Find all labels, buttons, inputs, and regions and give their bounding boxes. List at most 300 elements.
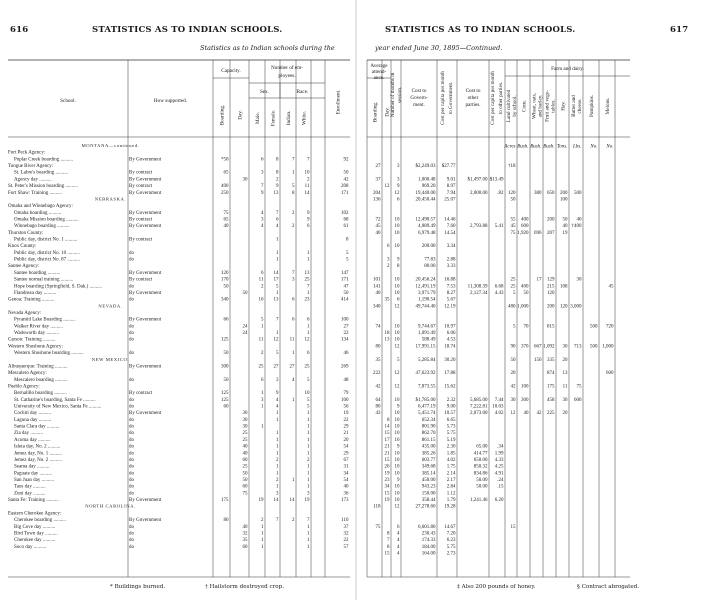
school-name: Walker River day ..........: [14, 324, 63, 330]
day-cell: 60: [242, 544, 248, 550]
support-cell: By Government: [129, 290, 162, 296]
b-cell: 80: [375, 344, 381, 350]
boarding-cell: 300: [221, 364, 229, 370]
male-cell: 5: [261, 317, 264, 323]
indian-cell: 1: [292, 478, 295, 483]
wheat-cell: 696: [534, 230, 542, 236]
co-cell: 2,127.34: [470, 290, 488, 296]
hay-cell: 200: [560, 190, 568, 196]
cg-cell: 47,623.92: [415, 371, 436, 377]
white-cell: 1: [307, 484, 310, 490]
header-attendance-1: Average: [370, 63, 388, 69]
enroll-cell: 22: [343, 538, 349, 544]
boarding-cell: 120: [221, 270, 229, 276]
enroll-cell: 8: [346, 237, 349, 243]
header-boarding: Boarding.: [219, 104, 226, 126]
boarding-cell: 65: [223, 217, 229, 223]
school-name: Bird Town day ..........: [14, 531, 58, 537]
fruit-cell: 200: [547, 217, 555, 223]
support-cell: By Government: [129, 518, 162, 524]
enroll-cell: 50: [343, 290, 349, 296]
support-cell: By contract: [129, 184, 153, 190]
b-cell: 340: [373, 304, 381, 310]
school-name: Soco day ..........: [14, 544, 47, 550]
enroll-cell: 29: [343, 424, 349, 430]
header-wheat-2: and barley.: [537, 94, 544, 118]
day-cell: 30: [242, 177, 248, 183]
boarding-cell: 65: [223, 170, 229, 176]
school-name: Poplar Creek boarding ..........: [14, 157, 74, 163]
hay-cell: 120: [560, 304, 568, 310]
header-attendance-3: ance.: [373, 75, 385, 81]
support-cell: do: [129, 397, 134, 403]
enroll-cell: 134: [341, 337, 349, 343]
m-cell: 10: [394, 451, 400, 457]
hay-cell: 40: [562, 224, 568, 230]
white-cell: 1: [307, 417, 310, 423]
indian-cell: 11: [289, 337, 295, 343]
cg-cell: 801.90: [421, 424, 436, 430]
enroll-cell: 47: [343, 284, 349, 290]
enroll-cell: 100: [341, 397, 349, 403]
header-cost-other-3: parties.: [465, 102, 481, 108]
school-name: Big Cove day ..........: [14, 524, 56, 530]
pm-cell: 10.97: [444, 324, 456, 330]
corn-cell: 1,920: [517, 230, 529, 236]
white-cell: 1: [307, 538, 310, 544]
cg-cell: 20,456.24: [415, 277, 436, 283]
white-cell: 1: [307, 437, 310, 443]
school-name: Acoma day ..........: [14, 437, 51, 443]
cg-cell: 5,285.84: [418, 357, 436, 363]
m-cell: 8: [397, 264, 400, 270]
hay-cell: 11: [562, 384, 568, 390]
enroll-cell: 414: [341, 297, 349, 303]
wheat-cell: 667: [534, 344, 542, 350]
male-cell: 7: [261, 184, 264, 190]
unit-melons: No.: [606, 144, 614, 150]
day-cell: 25: [242, 437, 248, 443]
butter-cell: 600: [574, 397, 582, 403]
white-cell: 1: [307, 290, 310, 296]
b-cell: 27: [375, 164, 381, 170]
enroll-cell: 92: [343, 157, 349, 163]
m-cell: 9: [397, 184, 400, 190]
white-cell: 1: [307, 544, 310, 550]
wheat-cell: 42: [536, 411, 542, 417]
mel-cell: 45: [608, 284, 614, 290]
support-cell: do: [129, 538, 134, 544]
po-cell: .82: [497, 190, 504, 196]
cg-cell: 77.83: [424, 257, 436, 263]
fruit-cell: 874: [547, 371, 555, 377]
enroll-cell: 54: [343, 444, 349, 450]
support-cell: do: [129, 484, 134, 490]
enroll-cell: 21: [343, 431, 349, 437]
boarding-cell: 75: [223, 210, 229, 216]
po-cell: .15: [497, 484, 504, 490]
fruit-cell: 215: [547, 284, 555, 290]
male-cell: 1: [261, 404, 264, 410]
school-name: Santa Clara day ..........: [14, 424, 60, 430]
header-land-2: by school.: [512, 95, 518, 117]
co-cell: 11,308.39: [467, 284, 488, 290]
d-cell: 2: [387, 264, 390, 270]
pm-cell: 6.06: [446, 331, 456, 337]
pm-cell: 12.19: [444, 304, 456, 310]
table-caption-right: year ended June 30, 1895—Continued.: [375, 44, 503, 52]
cg-cell: 49,744.40: [415, 304, 436, 310]
wheat-cell: 17: [536, 277, 542, 283]
m-cell: 10: [394, 324, 400, 330]
pm-cell: 25.07: [444, 197, 456, 203]
enroll-cell: 29: [343, 451, 349, 457]
cg-cell: 349.68: [421, 464, 436, 470]
hay-cell: 30: [562, 397, 568, 403]
b-cell: 40: [375, 290, 381, 296]
enroll-cell: 100: [341, 317, 349, 323]
pm-cell: 7.94: [446, 190, 456, 196]
cg-cell: 9,744.67: [418, 324, 436, 330]
land-cell: 15: [510, 524, 516, 530]
boarding-cell: 175: [221, 498, 229, 504]
enroll-cell: 36: [343, 491, 349, 497]
white-cell: 6: [307, 351, 310, 357]
support-cell: do: [129, 417, 134, 423]
pm-cell: 2.73: [446, 551, 456, 557]
female-cell: 1: [276, 437, 279, 443]
support-cell: do: [129, 424, 134, 430]
day-cell: 40: [242, 451, 248, 457]
school-name: Santee boarding ..........: [14, 270, 61, 276]
header-months-2: session.: [397, 86, 403, 104]
pm-cell: 3.34: [446, 244, 456, 250]
header-per-month-1: Cost per capita per month: [440, 71, 446, 125]
m-cell: 5: [397, 357, 400, 363]
m-cell: 10: [394, 464, 400, 470]
b-cell: 75: [375, 524, 381, 530]
pm-cell: 4.02: [446, 457, 456, 463]
butter-cell: 30: [576, 277, 582, 283]
school-name: Bernalillo boarding ..........: [14, 391, 67, 397]
male-cell: 3: [261, 397, 264, 403]
po-cell: 5.41: [494, 224, 504, 230]
butter-cell: 75: [576, 384, 582, 390]
white-cell: 1: [307, 531, 310, 537]
female-cell: 13: [273, 297, 279, 303]
support-cell: do: [129, 471, 134, 477]
male-cell: 4: [261, 210, 264, 216]
land-cell: 30: [510, 397, 516, 403]
pm-cell: 5.73: [446, 424, 456, 430]
m-cell: 10: [394, 484, 400, 490]
female-cell: 1: [276, 484, 279, 490]
co-cell: 50.00: [476, 478, 488, 483]
d-cell: 17: [384, 437, 390, 443]
female-cell: 5: [276, 284, 279, 290]
header-female: Female.: [270, 109, 277, 127]
female-cell: 6: [276, 217, 279, 223]
fruit-cell: 175: [547, 384, 555, 390]
po-cell: 4.02: [494, 411, 504, 417]
po-cell: 4.43: [494, 290, 504, 296]
female-cell: 1: [276, 431, 279, 437]
po-cell: 4.25: [494, 464, 504, 470]
male-cell: 25: [258, 364, 264, 370]
pm-cell: 30.20: [444, 357, 456, 363]
support-cell: By Government: [129, 177, 162, 183]
male-cell: 6: [261, 270, 264, 276]
cg-cell: 6,601.80: [418, 524, 436, 530]
m-cell: 10: [394, 498, 400, 504]
po-cell: 6.68: [494, 284, 504, 290]
header-months-1: Number of months in: [390, 72, 396, 118]
support-cell: do: [129, 331, 134, 337]
support-cell: do: [129, 351, 134, 357]
enroll-cell: 171: [341, 277, 349, 283]
white-cell: 1: [307, 250, 310, 256]
d-cell: 13: [384, 337, 390, 343]
school-name: Wadsworth day ..........: [14, 331, 59, 337]
cg-cell: 1,091.49: [418, 331, 436, 337]
land-cell: 45: [510, 224, 516, 230]
white-cell: 1: [307, 471, 310, 477]
pm-cell: 1.79: [446, 498, 456, 504]
fruit-cell: 1,092: [543, 344, 555, 350]
co-cell: 650.00: [473, 457, 488, 463]
support-cell: do: [129, 491, 134, 497]
cg-cell: 943.23: [421, 484, 436, 490]
indian-cell: 14: [289, 498, 295, 504]
support-cell: do: [129, 324, 134, 330]
unit-pumpkins: No.: [590, 144, 598, 150]
left-page: [0, 0, 356, 600]
cg-cell: 385.26: [421, 451, 436, 457]
support-cell: do: [129, 437, 134, 443]
school-name: St. Labre's boarding ..........: [14, 170, 68, 176]
school-name: St. Peter's Mission boarding ..........: [8, 184, 78, 190]
male-cell: 9: [261, 190, 264, 196]
female-cell: 1: [276, 444, 279, 450]
female-cell: 1: [276, 250, 279, 256]
corn-cell: 400: [521, 217, 529, 223]
footnote-buildings-burned: * Buildings burned.: [110, 584, 166, 590]
wheat-cell: 380: [534, 190, 542, 196]
fruit-cell: 815: [547, 324, 555, 330]
female-cell: 4: [276, 224, 279, 230]
po-cell: 7.44: [494, 397, 504, 403]
male-cell: 1: [261, 538, 264, 544]
enroll-cell: 54: [343, 478, 349, 483]
enroll-cell: 79: [343, 391, 349, 397]
m-cell: 9: [397, 444, 400, 450]
enroll-cell: 19: [343, 411, 349, 417]
agency-name: Knox County:: [8, 244, 37, 250]
corn-cell: 50: [523, 290, 529, 296]
d-cell: 35: [384, 297, 390, 303]
co-cell: 834.86: [473, 471, 488, 477]
indian-cell: 5: [292, 184, 295, 190]
pm-cell: 2.84: [446, 484, 456, 490]
header-melons: Melons.: [605, 97, 611, 115]
header-employees-1: Number of em-: [271, 65, 303, 71]
pm-cell: 7.60: [446, 224, 456, 230]
female-cell: 1: [276, 471, 279, 477]
white-cell: 14: [304, 190, 310, 196]
female-cell: 17: [273, 277, 279, 283]
hay-cell: 20: [562, 357, 568, 363]
running-head-right: STATISTICS AS TO INDIAN SCHOOLS.: [385, 25, 576, 35]
running-head-left: STATISTICS AS TO INDIAN SCHOOLS.: [92, 25, 283, 35]
day-cell: 50: [242, 471, 248, 477]
boarding-cell: 80: [223, 518, 229, 524]
female-cell: 7: [276, 210, 279, 216]
pm-cell: 2.30: [446, 444, 456, 450]
enroll-cell: 32: [343, 531, 349, 537]
state-heading: MONTANA—continued.: [81, 143, 140, 148]
indian-cell: 1: [292, 397, 295, 403]
support-cell: By Government: [129, 317, 162, 323]
enroll-cell: 173: [341, 498, 349, 504]
d-cell: 23: [384, 478, 390, 483]
header-male: Male.: [255, 112, 261, 124]
male-cell: 19: [258, 498, 264, 504]
m-cell: 12: [394, 384, 400, 390]
cg-cell: 17,991.15: [415, 344, 436, 350]
d-cell: 21: [384, 444, 390, 450]
b-cell: 72: [375, 217, 381, 223]
pm-cell: 17.88: [444, 371, 456, 377]
footnote-honey: ‡ Also 200 pounds of honey.: [457, 584, 536, 590]
support-cell: do: [129, 444, 134, 450]
support-cell: By contract: [129, 217, 153, 223]
boarding-cell: 170: [221, 277, 229, 283]
state-heading: NEVADA.: [98, 303, 123, 309]
butter-cell: 3,000: [570, 304, 582, 310]
support-cell: By Government: [129, 364, 162, 370]
m-cell: 10: [394, 457, 400, 463]
female-cell: 27: [273, 364, 279, 370]
indian-cell: 8: [292, 190, 295, 196]
male-cell: 1: [261, 544, 264, 550]
cg-cell: 435.00: [421, 444, 436, 450]
co-cell: 2,073.00: [470, 411, 488, 417]
male-cell: 2: [261, 284, 264, 290]
header-capacity: Capacity.: [221, 68, 241, 74]
enroll-cell: 56: [343, 404, 349, 410]
female-cell: 9: [276, 184, 279, 190]
header-corn: Corn.: [521, 100, 528, 112]
footnote-hailstorm: † Hailstorm destroyed crop.: [205, 584, 285, 590]
header-day: Day.: [384, 107, 391, 117]
m-cell: 4: [397, 551, 400, 557]
agency-name: Eastern Cherokee Agency:: [8, 511, 62, 517]
header-school: School.: [60, 98, 76, 104]
right-statistics-table: [357, 0, 713, 600]
female-cell: 14: [273, 270, 279, 276]
pm-cell: 5.75: [446, 544, 456, 550]
m-cell: 10: [394, 217, 400, 223]
school-name: Genoa: Training ..........: [8, 297, 55, 303]
m-cell: 10: [394, 290, 400, 296]
pm-cell: 4.53: [446, 337, 456, 343]
indian-cell: 2: [292, 518, 295, 524]
support-cell: do: [129, 431, 134, 437]
m-cell: 12: [394, 371, 400, 377]
support-cell: do: [129, 457, 134, 463]
m-cell: 9: [397, 257, 400, 263]
d-cell: 12: [384, 184, 390, 190]
support-cell: do: [129, 250, 134, 256]
day-cell: 24: [242, 324, 248, 330]
school-name: Seama day ..........: [14, 464, 50, 470]
cg-cell: 5,451.74: [418, 411, 436, 417]
boarding-cell: 125: [221, 391, 229, 397]
corn-cell: 300: [521, 397, 529, 403]
hay-cell: 19: [562, 230, 568, 236]
header-race: Race.: [296, 89, 309, 95]
indian-cell: 6: [292, 297, 295, 303]
support-cell: By Government: [129, 190, 162, 196]
d-cell: 19: [384, 471, 390, 477]
day-cell: 50: [242, 478, 248, 483]
co-cell: 2,793.88: [470, 224, 488, 230]
m-cell: 10: [394, 431, 400, 437]
day-cell: 60: [242, 484, 248, 490]
cg-cell: 19,440.00: [415, 190, 436, 196]
header-pumpkins: Pumpkins.: [589, 94, 595, 118]
support-cell: By contract: [129, 277, 153, 283]
cg-cell: 184.00: [421, 544, 436, 550]
school-name: Laguna day ..........: [14, 417, 52, 423]
school-name: Isleta day, No. 2 ..........: [14, 444, 61, 450]
white-cell: 19: [304, 498, 310, 504]
white-cell: 1: [307, 324, 310, 330]
pm-cell: 14.54: [444, 230, 456, 236]
corn-cell: 400: [521, 284, 529, 290]
white-cell: 1: [307, 257, 310, 263]
header-land-1: Land cultivated: [506, 89, 512, 123]
header-cost-govt-2: Govern-: [410, 95, 428, 101]
day-cell: 24: [242, 331, 248, 337]
female-cell: 1: [276, 464, 279, 470]
b-cell: 40: [375, 230, 381, 236]
pump-cell: 500: [590, 344, 598, 350]
fruit-cell: 207: [547, 230, 555, 236]
enroll-cell: 68: [343, 217, 349, 223]
land-cell: 5: [513, 324, 516, 330]
cg-cell: 861.15: [421, 437, 436, 443]
header-cost-govt-3: ment.: [413, 102, 425, 108]
pm-cell: 18.74: [444, 344, 456, 350]
white-cell: 10: [304, 170, 310, 176]
enroll-cell: 147: [341, 270, 349, 276]
footnote-contract-abrogated: § Contract abrogated.: [577, 584, 640, 590]
cg-cell: 3,971.79: [418, 290, 436, 296]
po-cell: 6.20: [494, 498, 504, 504]
header-support: How supported.: [153, 98, 188, 104]
m-cell: 10: [394, 471, 400, 477]
school-name: Pyramid Lake Boarding ..........: [14, 317, 76, 323]
header-cost-other-1: Cost to: [465, 88, 481, 94]
land-cell: 5: [513, 290, 516, 296]
female-cell: 1: [276, 257, 279, 263]
school-name: Cochiti day ..........: [14, 411, 51, 417]
white-cell: 25: [304, 277, 310, 283]
header-indian: Indian.: [286, 110, 292, 126]
female-cell: 1: [276, 451, 279, 457]
left-statistics-table: [0, 0, 356, 600]
